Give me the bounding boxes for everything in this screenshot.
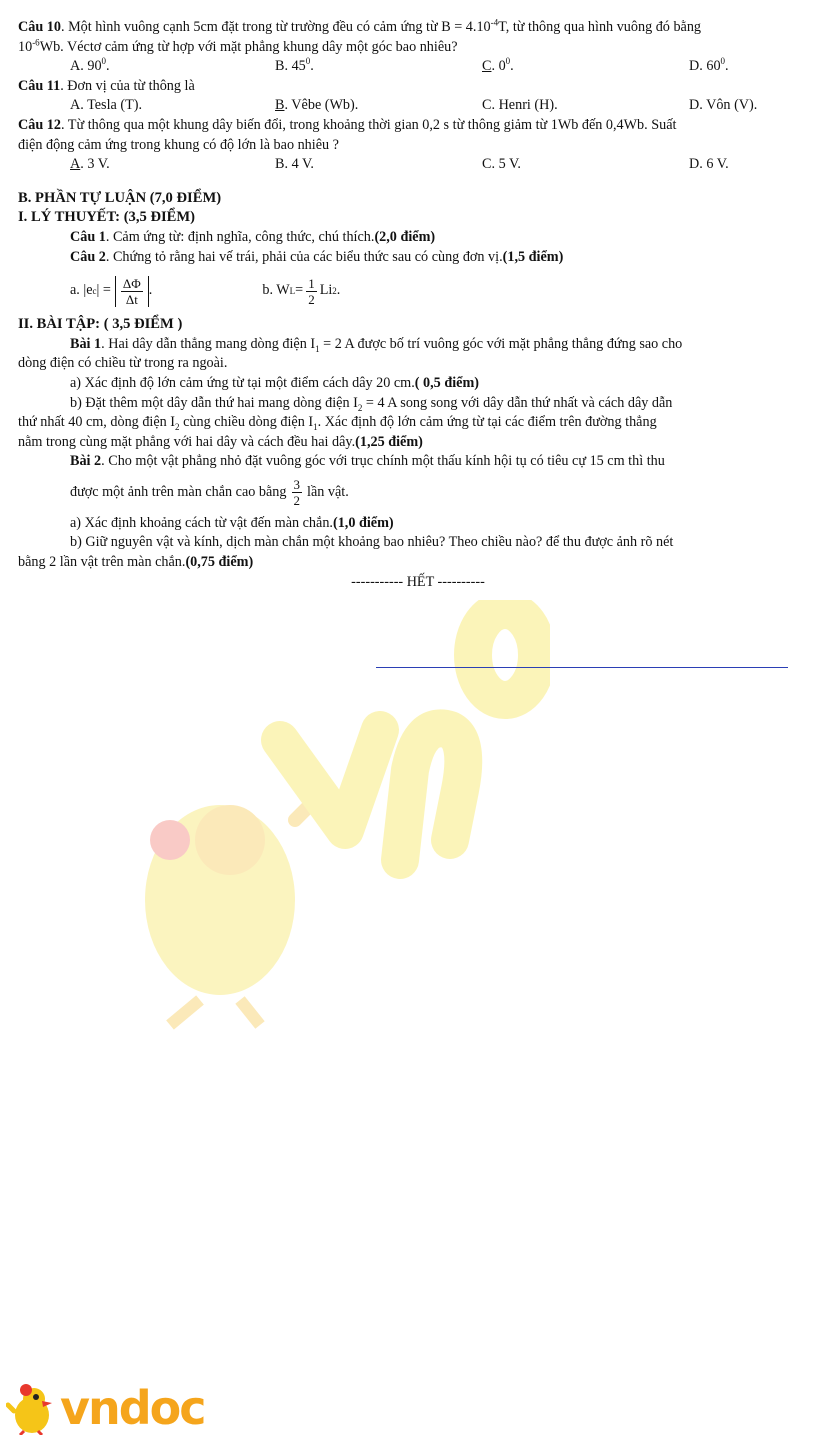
exercise-1-part-b-line-2: thứ nhất 40 cm, dòng điện $I_2$ cùng chiều dòng điện $I_1$. Xác định độ lớn cảm ứng từ tại các điểm trên đường thẳng bbox=[18, 414, 657, 432]
question-10-line-1: Câu 10. Một hình vuông cạnh 5cm đặt trong từ trường đều có cảm ứng từ $B = 4.10^{-4}T$, từ thông qua hình vuông đó bằng bbox=[18, 17, 702, 35]
exercise-2-line-2: được một ảnh trên màn chắn cao bằng $\frac{3}{2}$ lần vật. bbox=[70, 477, 349, 509]
chicken-watermark-icon bbox=[145, 790, 325, 1025]
option-c: C. 00. bbox=[482, 56, 514, 75]
question-11-options bbox=[18, 96, 818, 116]
question-10-line-2: $10^{-6}Wb$. Véctơ cảm ứng từ hợp với mặt phẳng khung dây một góc bao nhiêu? bbox=[18, 36, 458, 55]
formula-b: b. W L = $\frac{1}{2}$ Li 2 . bbox=[262, 275, 341, 307]
exercise-2-line-1: Bài 2. Cho một vật phẳng nhỏ đặt vuông góc với trục chính một thấu kính hội tụ có tiêu cự 15 cm thì thu bbox=[70, 453, 665, 470]
question-11-line: Câu 11. Đơn vị của từ thông là bbox=[18, 77, 195, 94]
logo-text: vndoc bbox=[60, 1381, 205, 1435]
theory-heading: I. LÝ THUYẾT: (3,5 ĐIỂM) bbox=[18, 209, 196, 226]
watermark-logo bbox=[110, 600, 550, 1030]
link-underline bbox=[376, 667, 788, 668]
exercise-2-part-b-line-1: b) Giữ nguyên vật và kính, dịch màn chắn một khoảng bao nhiêu? Theo chiều nào? để thu được ảnh rõ nét bbox=[70, 534, 674, 551]
exercise-1-part-a: a) Xác định độ lớn cảm ứng từ tại một điểm cách dây 20 cm.( 0,5 điểm) bbox=[70, 374, 479, 391]
exercise-1-line-1: Bài 1. Hai dây dẫn thẳng mang dòng điện $I_1 = 2$ A được bố trí vuông góc với mặt phẳng thẳng đứng sao cho bbox=[70, 335, 683, 354]
formula-row bbox=[18, 267, 818, 315]
question-12-line-2: điện động cảm ứng trong khung có độ lớn là bao nhiêu ? bbox=[18, 136, 339, 153]
option-a: A. 3 V. bbox=[70, 156, 110, 173]
exercise-2-part-b-line-2: bằng 2 lần vật trên màn chắn.(0,75 điểm) bbox=[18, 554, 254, 571]
option-d: D. 6 V. bbox=[689, 156, 729, 173]
exercise-1-part-b-line-3: nằm trong cùng mặt phẳng với hai dây và cách đều hai dây.(1,25 điểm) bbox=[18, 433, 423, 450]
option-b: B. 450. bbox=[275, 56, 314, 75]
option-d: D. 600. bbox=[689, 56, 729, 75]
question-10-options bbox=[18, 57, 818, 77]
exercise-2-part-a: a) Xác định khoảng cách từ vật đến màn chắn.(1,0 điểm) bbox=[70, 514, 394, 531]
document-page bbox=[18, 18, 818, 592]
option-a: A. 900. bbox=[70, 56, 110, 75]
formula-a: a. |e c | = $\frac{\Delta\Phi}{\Delta t}$ . bbox=[70, 275, 153, 307]
end-marker: ----------- HẾT ---------- bbox=[351, 573, 485, 590]
theory-question-1: Câu 1. Cảm ứng từ: định nghĩa, công thức, chú thích.(2,0 điểm) bbox=[70, 228, 436, 245]
option-c: C. 5 V. bbox=[482, 156, 521, 173]
exercise-1-part-b-line-1: b) Đặt thêm một dây dẫn thứ hai mang dòng điện $I_2 = 4$ A song song với dây dẫn thứ nhất và cách dây dẫn bbox=[70, 394, 673, 413]
exercise-1-line-2: dòng điện có chiều từ trong ra ngoài. bbox=[18, 355, 228, 372]
question-12-options bbox=[18, 155, 818, 175]
vndoc-logo[interactable] bbox=[6, 1380, 226, 1436]
question-12-line-1: Câu 12. Từ thông qua một khung dây biến đổi, trong khoảng thời gian 0,2 s từ thông giảm từ 1Wb đến 0,4Wb. Suất bbox=[18, 116, 677, 133]
option-b: B. 4 V. bbox=[275, 156, 314, 173]
option-d: D. Vôn (V). bbox=[689, 97, 758, 114]
option-b: B. Vêbe (Wb). bbox=[275, 97, 359, 114]
chicken-mascot-icon bbox=[6, 1381, 56, 1435]
option-c: C. Henri (H). bbox=[482, 97, 558, 114]
option-a: A. Tesla (T). bbox=[70, 97, 143, 114]
theory-question-2: Câu 2. Chứng tỏ rằng hai vế trái, phải của các biểu thức sau có cùng đơn vị.(1,5 điểm) bbox=[70, 248, 564, 265]
vno-watermark-text bbox=[280, 610, 537, 860]
exercise-heading: II. BÀI TẬP: ( 3,5 ĐIỂM ) bbox=[18, 316, 183, 333]
part-b-heading: B. PHẦN TỰ LUẬN (7,0 ĐIỂM) bbox=[18, 189, 222, 206]
